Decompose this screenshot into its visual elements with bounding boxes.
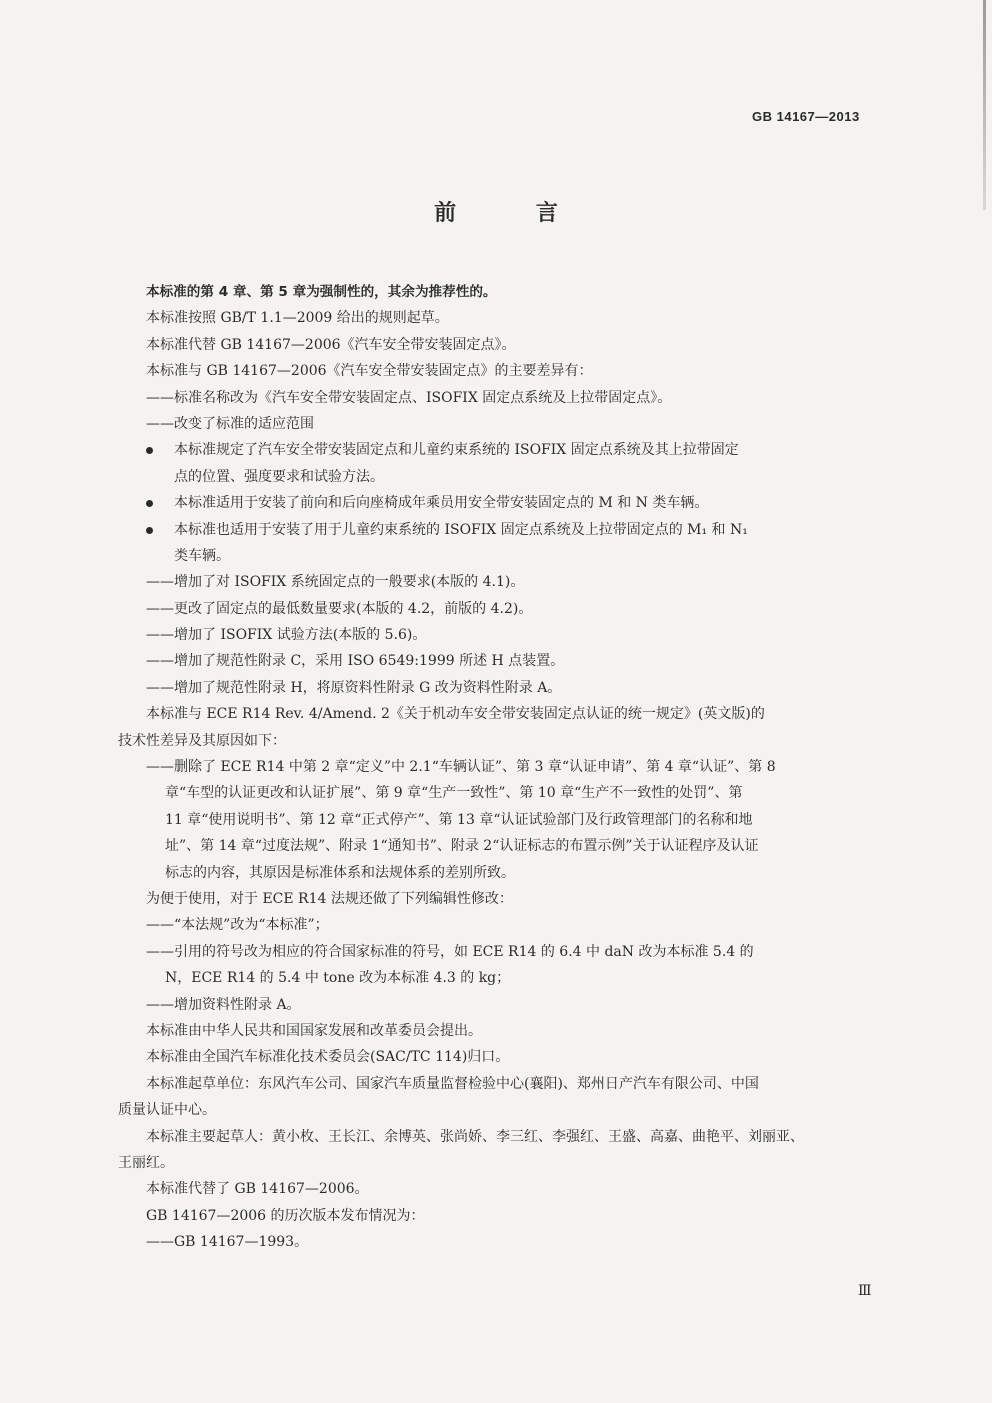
- paragraph-line: 本标准代替了 GB 14167—2006。: [146, 1181, 369, 1198]
- dash-continuation: 标志的内容，其原因是标准体系和法规体系的差别所致。: [165, 864, 515, 881]
- bullet-item: [118, 437, 888, 463]
- dash-item: ——增加了规范性附录 C，采用 ISO 6549:1999 所述 H 点装置。: [146, 653, 565, 670]
- page-title: 前 言: [434, 201, 594, 226]
- dash-item: ——增加了规范性附录 H，将原资料性附录 G 改为资料性附录 A。: [146, 679, 562, 696]
- bullet-item: [118, 517, 888, 543]
- paragraph-continuation: 技术性差异及其原因如下：: [118, 732, 286, 749]
- paragraph-line: 本标准按照 GB/T 1.1—2009 给出的规则起草。: [146, 310, 449, 327]
- paragraph-line: GB 14167—2006 的历次版本发布情况为：: [146, 1207, 425, 1224]
- bullet-continuation: 类车辆。: [174, 547, 230, 564]
- bullet-dot-icon: [146, 447, 153, 454]
- dash-continuation: N，ECE R14 的 5.4 中 tone 改为本标准 4.3 的 kg；: [165, 970, 511, 987]
- paragraph-line: 为便于使用，对于 ECE R14 法规还做了下列编辑性修改：: [146, 890, 513, 907]
- dash-item: ——更改了固定点的最低数量要求(本版的 4.2，前版的 4.2)。: [146, 600, 533, 617]
- dash-item: ——引用的符号改为相应的符合国家标准的符号，如 ECE R14 的 6.4 中 daN 改为本标准 5.4 的: [146, 943, 754, 960]
- page-number: Ⅲ: [858, 1283, 872, 1299]
- paragraph-line: 本标准与 GB 14167—2006《汽车安全带安装固定点》的主要差异有：: [146, 363, 593, 380]
- paragraph-continuation: 质量认证中心。: [118, 1102, 216, 1119]
- dash-item: ——增加了对 ISOFIX 系统固定点的一般要求(本版的 4.1)。: [146, 574, 525, 591]
- dash-item: ——“本法规”改为“本标准”；: [146, 917, 329, 934]
- dash-item: ——删除了 ECE R14 中第 2 章“定义”中 2.1“车辆认证”、第 3 章“认证申请”、第 4 章“认证”、第 8: [146, 759, 776, 776]
- paragraph-line: 本标准代替 GB 14167—2006《汽车安全带安装固定点》。: [146, 336, 516, 353]
- dash-item: ——GB 14167—1993。: [146, 1234, 309, 1251]
- bullet-continuation: 点的位置、强度要求和试验方法。: [174, 468, 384, 485]
- dash-item: ——标准名称改为《汽车安全带安装固定点、ISOFIX 固定点系统及上拉带固定点》。: [146, 389, 672, 406]
- bullet-text: 本标准适用于安装了前向和后向座椅成年乘员用安全带安装固定点的 M 和 N 类车辆。: [174, 495, 709, 512]
- standard-number: GB 14167—2013: [752, 109, 860, 124]
- dash-continuation: 址”、第 14 章“过度法规”、附录 1“通知书”、附录 2“认证标志的布置示例”关于认证程序及认证: [165, 838, 759, 855]
- paragraph-line: 本标准起草单位：东风汽车公司、国家汽车质量监督检验中心(襄阳)、郑州日产汽车有限公司、中国: [146, 1075, 759, 1092]
- dash-item: ——增加资料性附录 A。: [146, 996, 301, 1013]
- preface-body: [118, 279, 888, 1255]
- paragraph-line: 本标准由中华人民共和国国家发展和改革委员会提出。: [146, 1022, 482, 1039]
- bullet-text: 本标准也适用于安装了用于儿童约束系统的 ISOFIX 固定点系统及上拉带固定点的 M₁ 和 N₁: [174, 521, 748, 538]
- bullet-dot-icon: [146, 500, 153, 507]
- paragraph-line: 本标准由全国汽车标准化技术委员会(SAC/TC 114)归口。: [146, 1049, 510, 1066]
- paragraph-line: 本标准与 ECE R14 Rev. 4/Amend. 2《关于机动车安全带安装固定点认证的统一规定》(英文版)的: [146, 706, 765, 723]
- dash-continuation: 11 章“使用说明书”、第 12 章“正式停产”、第 13 章“认证试验部门及行政管理部门的名称和地: [165, 811, 753, 828]
- bullet-item: [118, 490, 888, 516]
- paragraph-line: 本标准的第 4 章、第 5 章为强制性的，其余为推荐性的。: [146, 284, 497, 300]
- dash-continuation: 章“车型的认证更改和认证扩展”、第 9 章“生产一致性”、第 10 章“生产不一致性的处罚”、第: [165, 785, 743, 802]
- paragraph-continuation: 王丽红。: [118, 1154, 174, 1171]
- dash-item: ——改变了标准的适应范围: [146, 415, 314, 432]
- bullet-dot-icon: [146, 527, 153, 534]
- paragraph-line: 本标准主要起草人：黄小枚、王长江、余博英、张尚娇、李三红、李强红、王盛、高嘉、曲艳平、刘丽亚、: [146, 1128, 804, 1145]
- dash-item: ——增加了 ISOFIX 试验方法(本版的 5.6)。: [146, 627, 427, 644]
- bullet-text: 本标准规定了汽车安全带安装固定点和儿童约束系统的 ISOFIX 固定点系统及其上拉带固定: [174, 442, 739, 459]
- page-edge-shadow: [983, 0, 986, 210]
